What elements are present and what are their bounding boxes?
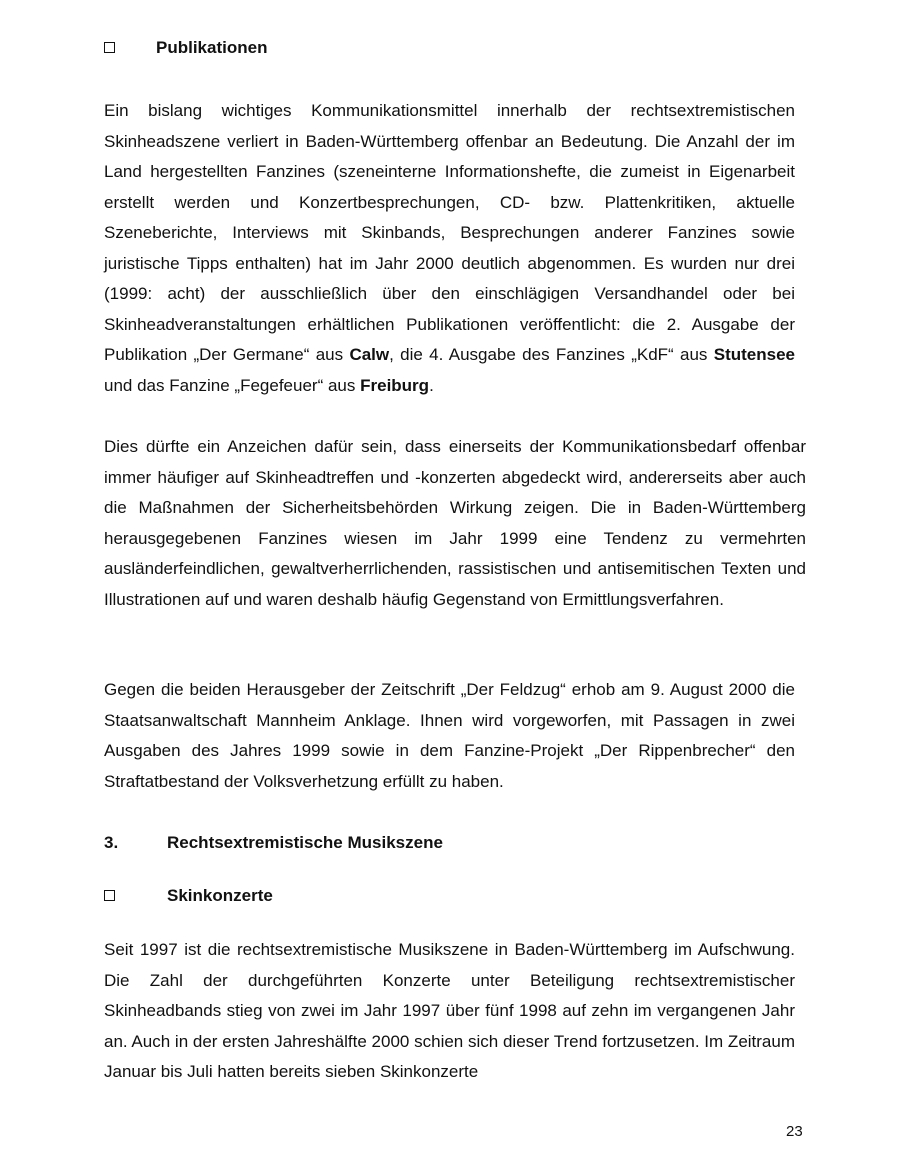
place-stutensee: Stutensee bbox=[713, 345, 795, 364]
checkbox-bullet-icon bbox=[104, 890, 115, 901]
place-calw: Calw bbox=[349, 345, 390, 364]
heading-label: Publikationen bbox=[156, 37, 268, 57]
paragraph-text: und das Fanzine „Fegefeuer“ aus bbox=[104, 375, 361, 395]
paragraph-musikszene: Seit 1997 ist die rechtsextremistische Musikszene in Baden-Württemberg im Aufschwung. Die Zahl der durchgeführten Konzerte unter Beteiligung rechtsextremistischer Skinheadbands stieg von zwei im Jahr 1997 über fünf 1998 auf zehn im vergangenen Jahr an. Auch in der ersten Jahreshälfte 2000 schien sich dieser Trend fortzusetzen. Im Zeitraum Januar bis Juli hatten bereits sieben Skinkonzerte bbox=[104, 940, 795, 1081]
place-freiburg: Freiburg bbox=[360, 375, 430, 395]
section-number: 3. bbox=[104, 833, 119, 852]
heading-section-3 bbox=[104, 833, 443, 853]
checkbox-bullet-icon bbox=[104, 42, 115, 53]
page-number: 23 bbox=[786, 1123, 803, 1140]
section-title: Rechtsextremistische Musikszene bbox=[167, 833, 443, 852]
paragraph-text: , die 4. Ausgabe des Fanzines „KdF“ aus bbox=[389, 345, 714, 364]
heading-skinkonzerte bbox=[104, 885, 273, 905]
heading-publikationen bbox=[104, 37, 268, 57]
heading-label: Skinkonzerte bbox=[167, 885, 273, 905]
paragraph-text: . bbox=[429, 375, 434, 395]
paragraph-text: Ein bislang wichtiges Kommunikationsmittel innerhalb der rechtsextremistischen Skinheadszene verliert in Baden-Württemberg offenbar an Bedeutung. Die Anzahl der im Land hergestellten Fanzines (szeneinterne Informationshefte, die zumeist in Eigenarbeit erstellt werden und Konzertbesprechungen, CD- bzw. Plattenkritiken, aktuelle Szeneberichte, Interviews mit Skinbands, Besprechungen anderer Fanzines sowie juristische Tipps enthalten) hat im Jahr 2000 deutlich abgenommen. Es wurden nur drei (1999: acht) der ausschließlich über den einschlägigen Versandhandel oder bei Skinheadveranstaltungen erhältlichen Publikationen veröffentlicht: die 2. Ausgabe der Publikation „Der Germane“ aus bbox=[104, 101, 795, 364]
paragraph-feldzug: Gegen die beiden Herausgeber der Zeitschrift „Der Feldzug“ erhob am 9. August 2000 die Staatsanwaltschaft Mannheim Anklage. Ihnen wird vorgeworfen, mit Passagen in zwei Ausgaben des Jahres 1999 sowie in dem Fanzine-Projekt „Der Rippenbrecher“ den Straftatbestand der Volksverhetzung erfüllt zu haben. bbox=[104, 680, 795, 791]
paragraph-fanzines bbox=[104, 96, 795, 401]
paragraph-kommunikationsbedarf: Dies dürfte ein Anzeichen dafür sein, dass einerseits der Kommunikationsbedarf offenbar immer häufiger auf Skinheadtreffen und -konzerten abgedeckt wird, andererseits aber auch die Maßnahmen der Sicherheitsbehörden Wirkung zeigen. Die in Baden-Württemberg herausgegebenen Fanzines wiesen im Jahr 1999 eine Tendenz zu vermehrten ausländerfeindlichen, gewaltverherrlichenden, rassistischen und antisemitischen Texten und Illustrationen auf und waren deshalb häufig Gegenstand von Ermittlungsverfahren. bbox=[104, 437, 806, 609]
